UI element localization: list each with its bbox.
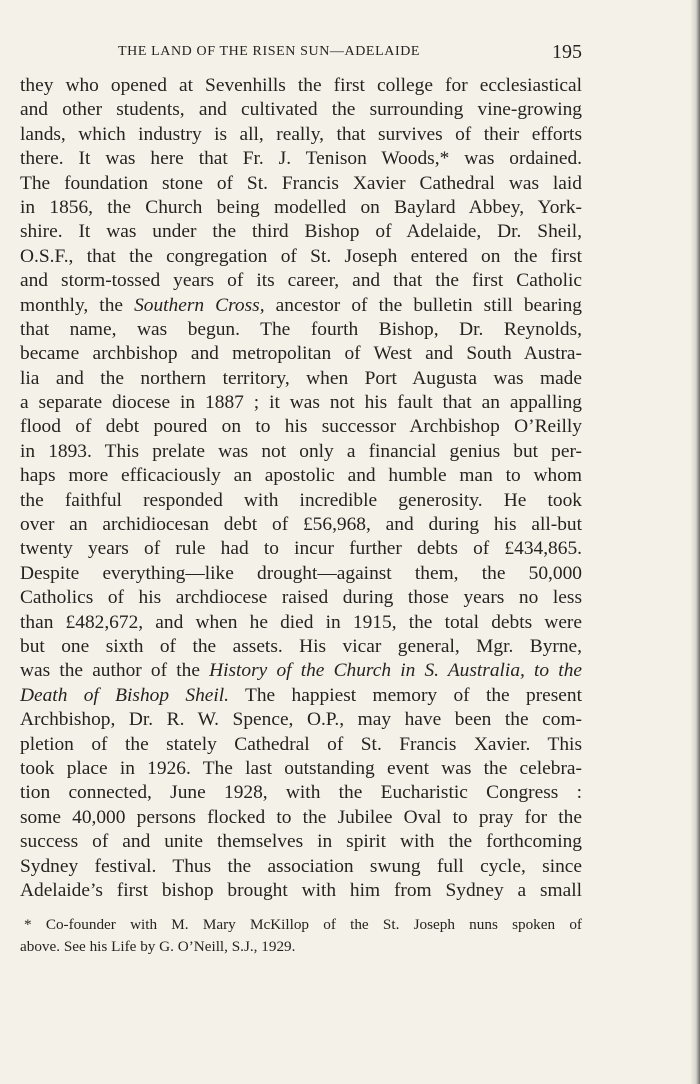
line-text: in 1856, the Church being modelled on Baylard Abbey, York-	[20, 196, 582, 218]
line-text: monthly, the	[20, 294, 135, 316]
line-text: lia and the northern territory, when Port Augusta was made	[20, 367, 582, 389]
text-line	[20, 806, 582, 830]
line-text: became archbishop and metropolitan of West and South Austra-	[20, 343, 582, 365]
italic-title-text: Death of Bishop Sheil.	[20, 684, 230, 706]
line-text: took place in 1926. The last outstanding event was the celebra-	[20, 757, 582, 779]
line-text: Sydney festival. Thus the association swung full cycle, since	[20, 855, 582, 877]
page-number: 195	[552, 41, 582, 63]
line-text: in 1893. This prelate was not only a financial genius but per-	[20, 440, 582, 462]
line-text: and other students, and cultivated the surrounding vine-growing	[20, 99, 582, 121]
body-paragraph	[20, 74, 582, 903]
text-line	[20, 684, 582, 708]
page-edge-shadow	[690, 0, 700, 1084]
line-text: tion connected, June 1928, with the Eucharistic Congress :	[20, 782, 582, 804]
text-line	[20, 440, 582, 464]
line-text: ancestor of the bulletin still bearing	[264, 294, 582, 316]
text-line	[20, 415, 582, 439]
line-text: shire. It was under the third Bishop of Adelaide, Dr. Sheil,	[20, 221, 582, 243]
line-text: some 40,000 persons flocked to the Jubilee Oval to pray for the	[20, 806, 582, 828]
footnote-line: above. See his Life by G. O’Neill, S.J., 1929.	[20, 938, 296, 955]
line-text: over an archidiocesan debt of £56,968, and during his all-but	[20, 514, 582, 536]
text-line	[20, 708, 582, 732]
text-line	[20, 464, 582, 488]
text-line	[20, 757, 582, 781]
line-text: The happiest memory of the present	[229, 684, 582, 706]
text-line	[20, 562, 582, 586]
text-line	[20, 147, 582, 171]
line-text: flood of debt poured on to his successor Archbishop O’Reilly	[20, 416, 582, 438]
line-text: the faithful responded with incredible generosity. He took	[20, 489, 582, 511]
line-text: they who opened at Sevenhills the first college for ecclesiastical	[20, 75, 582, 96]
line-text: there. It was here that Fr. J. Tenison Woods,* was ordained.	[20, 148, 582, 170]
line-text: was the author of the	[20, 660, 210, 682]
text-line	[20, 98, 582, 122]
text-line	[20, 172, 582, 196]
text-line	[20, 781, 582, 805]
text-line	[20, 318, 582, 342]
text-line	[20, 294, 582, 318]
line-text: pletion of the stately Cathedral of St. Francis Xavier. This	[20, 733, 582, 755]
text-line	[20, 659, 582, 683]
text-line	[20, 513, 582, 537]
line-text: but one sixth of the assets. His vicar general, Mgr. Byrne,	[20, 635, 582, 657]
text-line	[20, 196, 582, 220]
text-line	[20, 269, 582, 293]
line-text: and storm-tossed years of its career, and that the first Catholic	[20, 270, 582, 292]
line-text: than £482,672, and when he died in 1915, the total debts were	[20, 611, 582, 633]
line-text: lands, which industry is all, really, that survives of their efforts	[20, 123, 582, 145]
footnote-line: * Co-founder with M. Mary McKillop of the St. Joseph nuns spoken of	[24, 916, 582, 933]
text-line	[20, 391, 582, 415]
line-text: The foundation stone of St. Francis Xavier Cathedral was laid	[20, 172, 582, 194]
line-text: twenty years of rule had to incur further debts of £434,865.	[20, 538, 582, 560]
text-line	[20, 611, 582, 635]
running-head	[20, 42, 582, 66]
line-text: Despite everything—like drought—against them, the 50,000	[20, 562, 582, 584]
footnote	[20, 914, 582, 958]
line-text: a separate diocese in 1887 ; it was not his fault that an appalling	[20, 392, 582, 414]
text-line	[20, 489, 582, 513]
text-line	[20, 830, 582, 854]
line-text: success of and unite themselves in spirit with the forthcoming	[20, 831, 582, 853]
text-line	[20, 342, 582, 366]
text-line	[20, 74, 582, 98]
text-line	[20, 220, 582, 244]
italic-title-text: History of the Church in S. Australia, to the	[209, 660, 582, 682]
text-line	[20, 855, 582, 879]
text-line	[20, 245, 582, 269]
text-line	[20, 586, 582, 610]
text-line	[20, 123, 582, 147]
line-text: Archbishop, Dr. R. W. Spence, O.P., may have been the com-	[20, 709, 582, 731]
text-line	[20, 537, 582, 561]
italic-title-text: Southern Cross,	[134, 294, 265, 316]
line-text: Adelaide’s first bishop brought with him from Sydney a small	[20, 879, 582, 901]
text-line	[20, 733, 582, 757]
running-title: THE LAND OF THE RISEN SUN—ADELAIDE	[118, 44, 421, 59]
text-line	[20, 367, 582, 391]
line-text: that name, was begun. The fourth Bishop, Dr. Reynolds,	[20, 318, 582, 340]
text-line	[20, 635, 582, 659]
text-line	[20, 879, 582, 903]
line-text: Catholics of his archdiocese raised during those years no less	[20, 587, 582, 609]
line-text: O.S.F., that the congregation of St. Joseph entered on the first	[20, 245, 582, 267]
line-text: haps more efficaciously an apostolic and humble man to whom	[20, 465, 582, 487]
